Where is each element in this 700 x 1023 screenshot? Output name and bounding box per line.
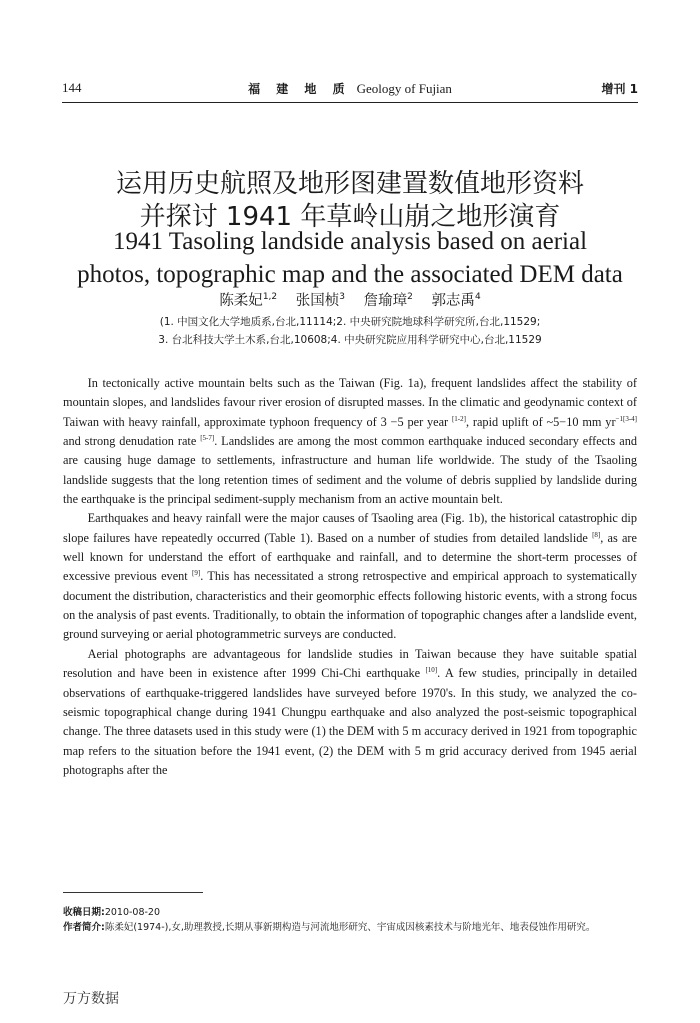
- title-en-line-2: photos, topographic map and the associated DEM data: [77, 261, 623, 288]
- journal-name-en: Geology of Fujian: [356, 81, 452, 96]
- paragraph-2: Earthquakes and heavy rainfall were the major causes of Tsaoling area (Fig. 1b), the historical catastrophic dip slope failures have repeatedly occurred (Table 1). Based on a number of studies from detailed landslide [8], as are well known for understand the effort of earthquake and rainfall, and to determine the short-term processes of excessive previous event [9]. This has necessitated a strong retrospective and empirical approach to systematically document the distribution, characteristics and their geomorphic effects following historic events, with a strong focus on the analysis of past events. Traditionally, to obtain the information of topographic changes after a landslide event, ground surveying or aerial photogrammetric surveys are conducted.: [63, 511, 637, 642]
- citation: [1-2]: [451, 414, 466, 423]
- citation: [8]: [592, 530, 601, 539]
- footnote-divider: [63, 892, 203, 893]
- affiliation-line-2: 3. 台北科技大学土木系,台北,10608;4. 中央研究院应用科学研究中心,台北,11529: [158, 334, 542, 346]
- citation: −1[3-4]: [615, 414, 637, 423]
- citation: [5-7]: [200, 433, 215, 442]
- issue-label: 增刊 1: [601, 82, 638, 96]
- paragraph-3: Aerial photographs are advantageous for landslide studies in Taiwan because they have suitable spatial resolution and have been in existence after 1999 Chi-Chi earthquake [10]. A few studies, principally in detailed observations of earthquake-triggered landslides have surveyed before 1970's. In this study, we analyzed the co-seismic topographical change during 1941 Chungpu earthquake and also analyzed the post-seismic topographical change. The three datasets used in this study were (1) the DEM with 5 m accuracy derived in 1921 from topographic map refers to the situation before the 1941 event, (2) the DEM with 5 m grid accuracy derived from 1945 aerial photographs after the: [63, 646, 637, 777]
- page-number: 144: [62, 80, 82, 95]
- affiliation-line-1: (1. 中国文化大学地质系,台北,11114;2. 中央研究院地球科学研究所,台北,11529;: [159, 316, 541, 328]
- title-zh-line-2: 并探讨 1941 年草岭山崩之地形演育: [139, 202, 561, 232]
- paragraph-1: In tectonically active mountain belts such as the Taiwan (Fig. 1a), frequent landslides affect the stability of mountain slopes, and landslides favour river erosion of disrupted masses. In the climatic and geodynamic context of Taiwan with heavy rainfall, approximate typhoon frequency of 3 −5 per year [1-2], rapid uplift of ~5−10 mm $yr^{-1[3-4]}$ and strong denudation rate [5-7]. Landslides are among the most common earthquake induced secondary effects and are causing huge damage to settlements, infrastructure and human life worldwide. The study of the Tsaoling landslide suggests that the long retention times of sediment and the volume of debris supplied by landslide during the earthquake is the principal sediment-supply mechanism from an active mountain belt.: [63, 376, 637, 507]
- title-en-line-1: 1941 Tasoling landside analysis based on aerial: [112, 228, 588, 255]
- author: 詹瑜璋$^2$: [363, 292, 413, 309]
- journal-name-zh: 福 建 地 质: [248, 82, 351, 96]
- journal-name: [62, 80, 638, 97]
- citation: [9]: [192, 569, 201, 578]
- author: 郭志禹$^4$: [431, 292, 481, 309]
- author-list: [0, 289, 700, 310]
- author: 张国桢$^3$: [295, 292, 345, 309]
- footnote-author-bio: 作者简介:陈柔妃(1974-),女,助理教授,长期从事新期构造与河流地形研究、宇宙成因核素技术与阶地光年、地表侵蚀作用研究。: [63, 922, 596, 933]
- title-zh-line-1: 运用历史航照及地形图建置数值地形资料: [115, 169, 584, 199]
- body-text: [63, 374, 637, 780]
- footnote-received: 收稿日期:2010-08-20: [63, 907, 161, 918]
- running-header: [62, 80, 638, 103]
- author: 陈柔妃$^{1,2}$: [219, 292, 278, 309]
- citation: [10]: [425, 666, 438, 675]
- watermark-footer: 万方数据: [63, 991, 119, 1007]
